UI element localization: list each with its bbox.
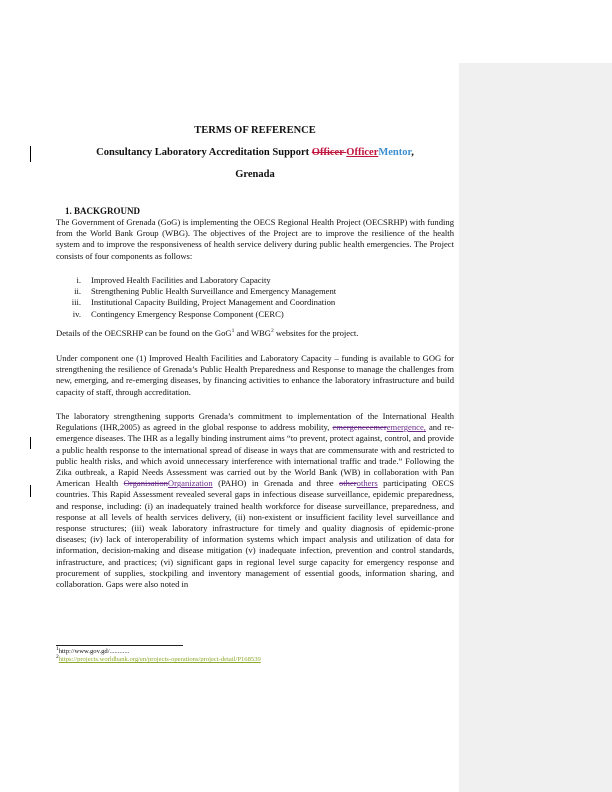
- tracked-insertion[interactable]: emergence: [386, 422, 424, 433]
- footnote-ref[interactable]: 2: [270, 328, 274, 335]
- tracked-insertion[interactable]: others: [356, 478, 378, 489]
- components-list: [56, 275, 454, 320]
- tracked-deletion[interactable]: emergenceemer: [332, 422, 387, 433]
- subtitle-prefix: Consultancy Laboratory Accreditation Support: [96, 147, 312, 158]
- change-bar: [30, 437, 31, 449]
- list-number: iv.: [72, 308, 81, 319]
- comments-margin-pane: [459, 63, 612, 792]
- text-run: participating OECS countries. This Rapid Assessment revealed several gaps in infectious disease surveillance, epidemic preparedness, and response, including: (i) an inadequately trained health workforce for disease surveillance, preparedness, and response at all levels of health services delivery, (ii) non-existent or insufficient facility level surveillance and response structures; (iii) weak laboratory infrastructure for timely and quality diagnosis of epidemic-prone diseases; (iv) lack of interoperability of information systems which impact analysis and utilization of data for information, decision-making and disease mitigation (v) inadequate infection, prevention and control standards, infrastructure, and practices; (vi) significant gaps in regional level surge capacity for emergency response and procurement of supplies, stockpiling and inventory management of essential goods, information sharing, and collaboration. Gaps were also noted in: [56, 478, 454, 590]
- list-text: Improved Health Facilities and Laboratory Capacity: [91, 275, 271, 285]
- change-bar: [30, 146, 31, 162]
- list-text: Institutional Capacity Building, Project Management and Coordination: [91, 297, 336, 308]
- list-text: Strengthening Public Health Surveillance and Emergency Management: [91, 286, 337, 297]
- text-run: websites for the project.: [273, 328, 359, 338]
- list-number: i.: [76, 275, 81, 285]
- text-run: and re-emergence diseases. The IHR as a legally binding instrument aims “to prevent, protect against, control, and provide a public health response to the international spread of disease in ways that are commensurate with and restricted to public health risks, and which avoid unnecessary interference with international traffic and trade.” Following the Zika outbreak, a Rapid Needs Assessment was carried out by the World Bank (WB) in collaboration with Pan American Health: [56, 422, 454, 489]
- list-item: [56, 297, 454, 308]
- footnote-ref[interactable]: 1: [231, 328, 235, 335]
- list-number: ii.: [74, 286, 81, 297]
- tracked-insertion[interactable]: Officer: [346, 147, 379, 158]
- text-run: (PAHO) in Grenada and three: [212, 478, 339, 489]
- paragraph-details: [56, 328, 454, 339]
- subtitle-suffix: ,: [411, 147, 414, 158]
- tracked-insertion[interactable]: ,: [423, 422, 426, 433]
- tracked-deletion[interactable]: Organisation: [123, 478, 168, 489]
- footnote-separator: [56, 645, 183, 646]
- change-bar: [30, 485, 31, 497]
- footnote-link[interactable]: https://projects.worldbank.org/en/projects-operations/project-detail/P168539: [58, 656, 261, 663]
- paragraph-laboratory: [56, 411, 454, 590]
- text-run: Details of the OECSRHP can be found on the GoG: [56, 328, 232, 338]
- footnote-mark: 1: [56, 645, 59, 652]
- text-run: The laboratory strengthening supports Grenada’s commitment to implementation of the International Health Regulations (IHR,2005) as agreed in the global response to address mobility,: [56, 411, 454, 433]
- footnote-mark: 2: [56, 653, 59, 660]
- footnote-2: [56, 653, 261, 664]
- document-subtitle-location: Grenada: [235, 169, 275, 180]
- list-item: [56, 286, 454, 297]
- list-item: [56, 309, 454, 320]
- paragraph-component-one: Under component one (1) Improved Health Facilities and Laboratory Capacity – funding is available to GOG for strengthening the resilience of Grenada’s Public Health Preparedness and Response to manage the challenges from new, emerging, and re-emerging diseases, by financing activities to enhance the laboratory infrastructure and build capacity of staff, through accreditation.: [56, 353, 454, 397]
- list-text: Contingency Emergency Response Component (CERC): [91, 308, 284, 319]
- footnote-text: http://www.gov.gd/............: [58, 648, 130, 655]
- paragraph-background: The Government of Grenada (GoG) is implementing the OECS Regional Health Project (OECSRHP) with funding from the World Bank Group (WBG). The objectives of the Project are to improve the resilience of the health system and to improve the responsiveness of health service delivery during public health emergencies. The Project consists of four components as follows:: [56, 217, 454, 261]
- tracked-deletion[interactable]: other: [339, 478, 357, 489]
- section-heading: 1. BACKGROUND: [65, 206, 141, 216]
- tracked-insertion[interactable]: Mentor: [378, 147, 412, 158]
- list-item: [56, 275, 454, 286]
- list-number: iii.: [71, 297, 81, 308]
- tracked-insertion[interactable]: Organization: [167, 478, 213, 489]
- tracked-deletion[interactable]: Officer: [311, 147, 347, 158]
- document-subtitle: [56, 147, 454, 158]
- footnote-1: [56, 645, 130, 656]
- document-title: TERMS OF REFERENCE: [194, 125, 316, 136]
- text-run: and WBG: [234, 328, 271, 338]
